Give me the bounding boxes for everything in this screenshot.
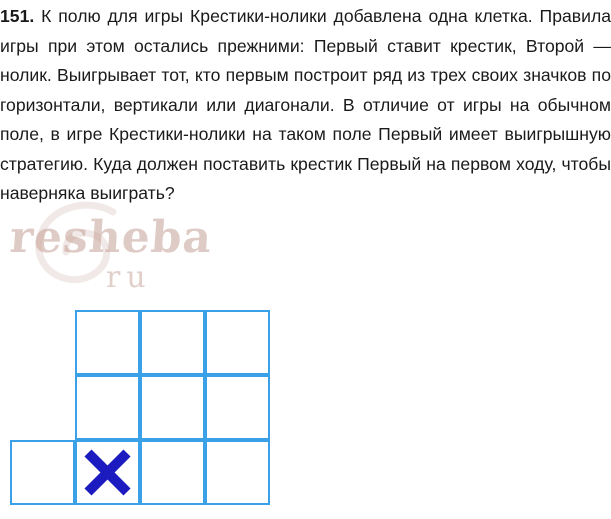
watermark-text: resheba (8, 212, 215, 263)
problem-body: К полю для игры Крестики-нолики добавлена одна клетка. Правила игры при этом остались прежними: Первый ставит крестик, Второй — нолик. Выигрывает тот, кто первым построит ряд из трех своих значков по горизонтали, вертикали или диагонали. В отличие от игры на обычном поле, в игре Крестики-нолики на таком поле Первый имеет выигрышную стратегию. Куда должен поставить крестик Первый на первом ходу, чтобы наверняка выиграть? (0, 6, 611, 203)
problem-number: 151. (0, 6, 35, 26)
problem-statement (0, 2, 611, 209)
grid-cell-r2c1 (75, 375, 140, 440)
grid-cell-r1c2 (140, 310, 205, 375)
grid-cell-r2c2 (140, 375, 205, 440)
grid-cell-r2c3 (205, 375, 270, 440)
grid-cell-r1c1 (75, 310, 140, 375)
grid-cell-r3c1 (75, 440, 140, 505)
grid-cell-r3c2 (140, 440, 205, 505)
watermark-subtext: ru (106, 260, 152, 295)
watermark-swirl-icon (18, 192, 138, 312)
grid-cell-extra (10, 440, 75, 505)
tic-tac-toe-figure (0, 300, 290, 519)
grid-cell-r1c3 (205, 310, 270, 375)
grid-cell-r3c3 (205, 440, 270, 505)
